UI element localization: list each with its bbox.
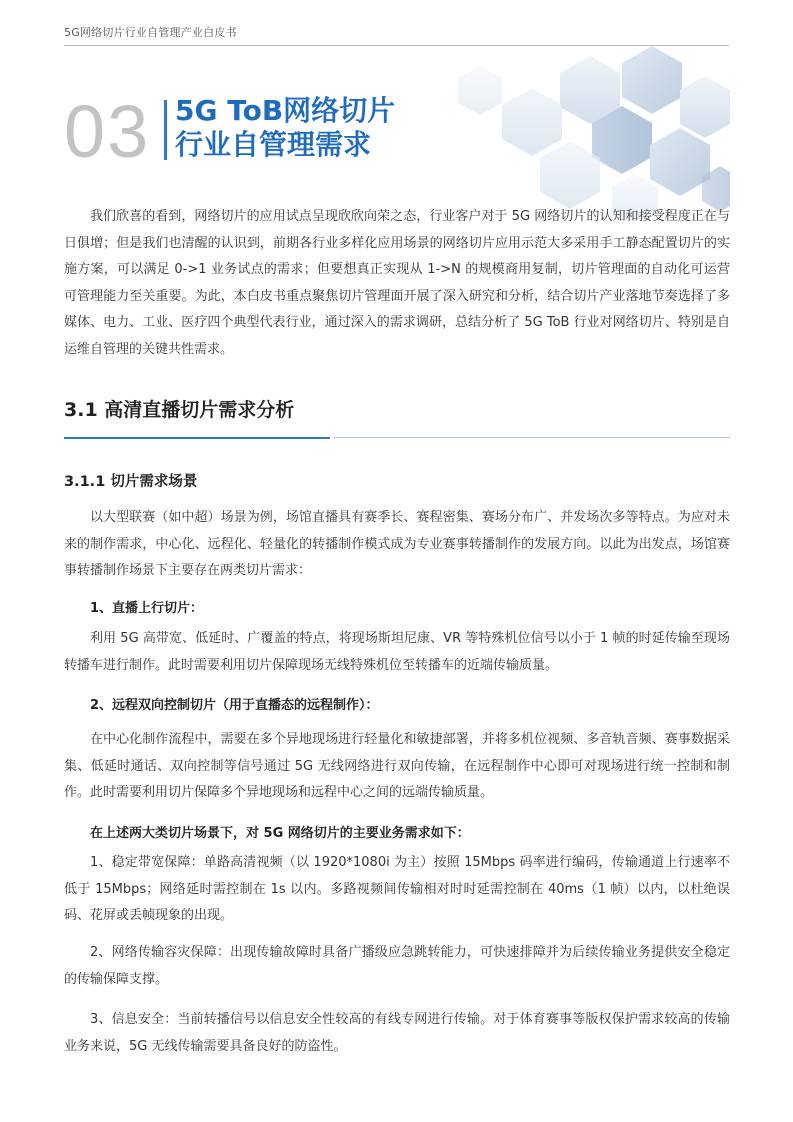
chapter-title-line1: 5G ToB网络切片 <box>175 94 396 127</box>
item2-title: 2、远程双向控制切片（用于直播态的远程制作）： <box>90 698 379 713</box>
running-header: 5G网络切片行业自管理产业白皮书 <box>64 26 237 39</box>
chapter-number: 03 <box>64 90 151 173</box>
section-rule-light <box>334 437 730 438</box>
chapter-title <box>175 94 395 162</box>
item1-title: 1、直播上行切片： <box>90 601 204 616</box>
subsection-title: 3.1.1 切片需求场景 <box>64 474 198 490</box>
chapter-title-line2: 行业自管理需求 <box>175 128 372 161</box>
item1-paragraph: 利用 5G 高带宽、低延时、广覆盖的特点，将现场斯坦尼康、VR 等特殊机位信号以小于 1 帧的时延传输至现场转播车进行制作。此时需要利用切片保障现场无线特殊机位至转播车的近端传输质量。 <box>64 631 730 673</box>
section-title: 3.1 高清直播切片需求分析 <box>64 399 295 421</box>
item2-paragraph: 在中心化制作流程中，需要在多个异地现场进行轻量化和敏捷部署，并将多机位视频、多音轨音频、赛事数据采集、低延时通话、双向控制等信号通过 5G 无线网络进行双向传输，在远程制作中心即可对现场进行统一控制和制作。此时需要利用切片保障多个异地现场和远程中心之间的远端传输质量。 <box>64 732 730 800</box>
requirement-bandwidth: 1、稳定带宽保障：单路高清视频（以 1920*1080i 为主）按照 15Mbps 码率进行编码，传输通道上行速率不低于 15Mbps；网络延时需控制在 1s 以内。多路视频间传输相对时时延需控制在 40ms（1 帧）以内，以杜绝误码、花屏或丢帧现象的出现。 <box>64 855 730 923</box>
scenario-paragraph: 以大型联赛（如中超）场景为例，场馆直播具有赛季长、赛程密集、赛场分布广、并发场次多等特点。为应对未来的制作需求，中心化、远程化、轻量化的转播制作模式成为专业赛事转播制作的发展方向。以此为出发点，场馆赛事转播制作场景下主要存在两类切片需求： <box>64 510 730 578</box>
requirement-security: 3、信息安全：当前转播信号以信息安全性较高的有线专网进行传输。对于体育赛事等版权保护需求较高的传输业务来说，5G 无线传输需要具备良好的防盗性。 <box>64 1012 730 1054</box>
hexagon-pattern-decoration <box>440 46 730 221</box>
chapter-title-divider <box>164 100 167 160</box>
requirements-intro: 在上述两大类切片场景下，对 5G 网络切片的主要业务需求如下： <box>90 826 470 841</box>
intro-paragraph: 我们欣喜的看到，网络切片的应用试点呈现欣欣向荣之态，行业客户对于 5G 网络切片的认知和接受程度正在与日俱增；但是我们也清醒的认识到，前期各行业多样化应用场景的网络切片应用示范大多采用手工静态配置切片的实施方案，可以满足 0->1 业务试点的需求；但要想真正实现从 1->N 的规模商用复制，切片管理面的自动化可运营可管理能力至关重要。为此，本白皮书重点聚焦切片管理面开展了深入研究和分析，结合切片产业落地节奏选择了多媒体、电力、工业、医疗四个典型代表行业，通过深入的需求调研，总结分析了 5G ToB 行业对网络切片、特别是自运维自管理的关键共性需求。 <box>64 209 730 357</box>
requirement-disaster-recovery: 2、网络传输容灾保障：出现传输故障时具备广播级应急跳转能力，可快速排障并为后续传输业务提供安全稳定的传输保障支撑。 <box>64 945 730 987</box>
section-rule-dark <box>64 437 330 439</box>
